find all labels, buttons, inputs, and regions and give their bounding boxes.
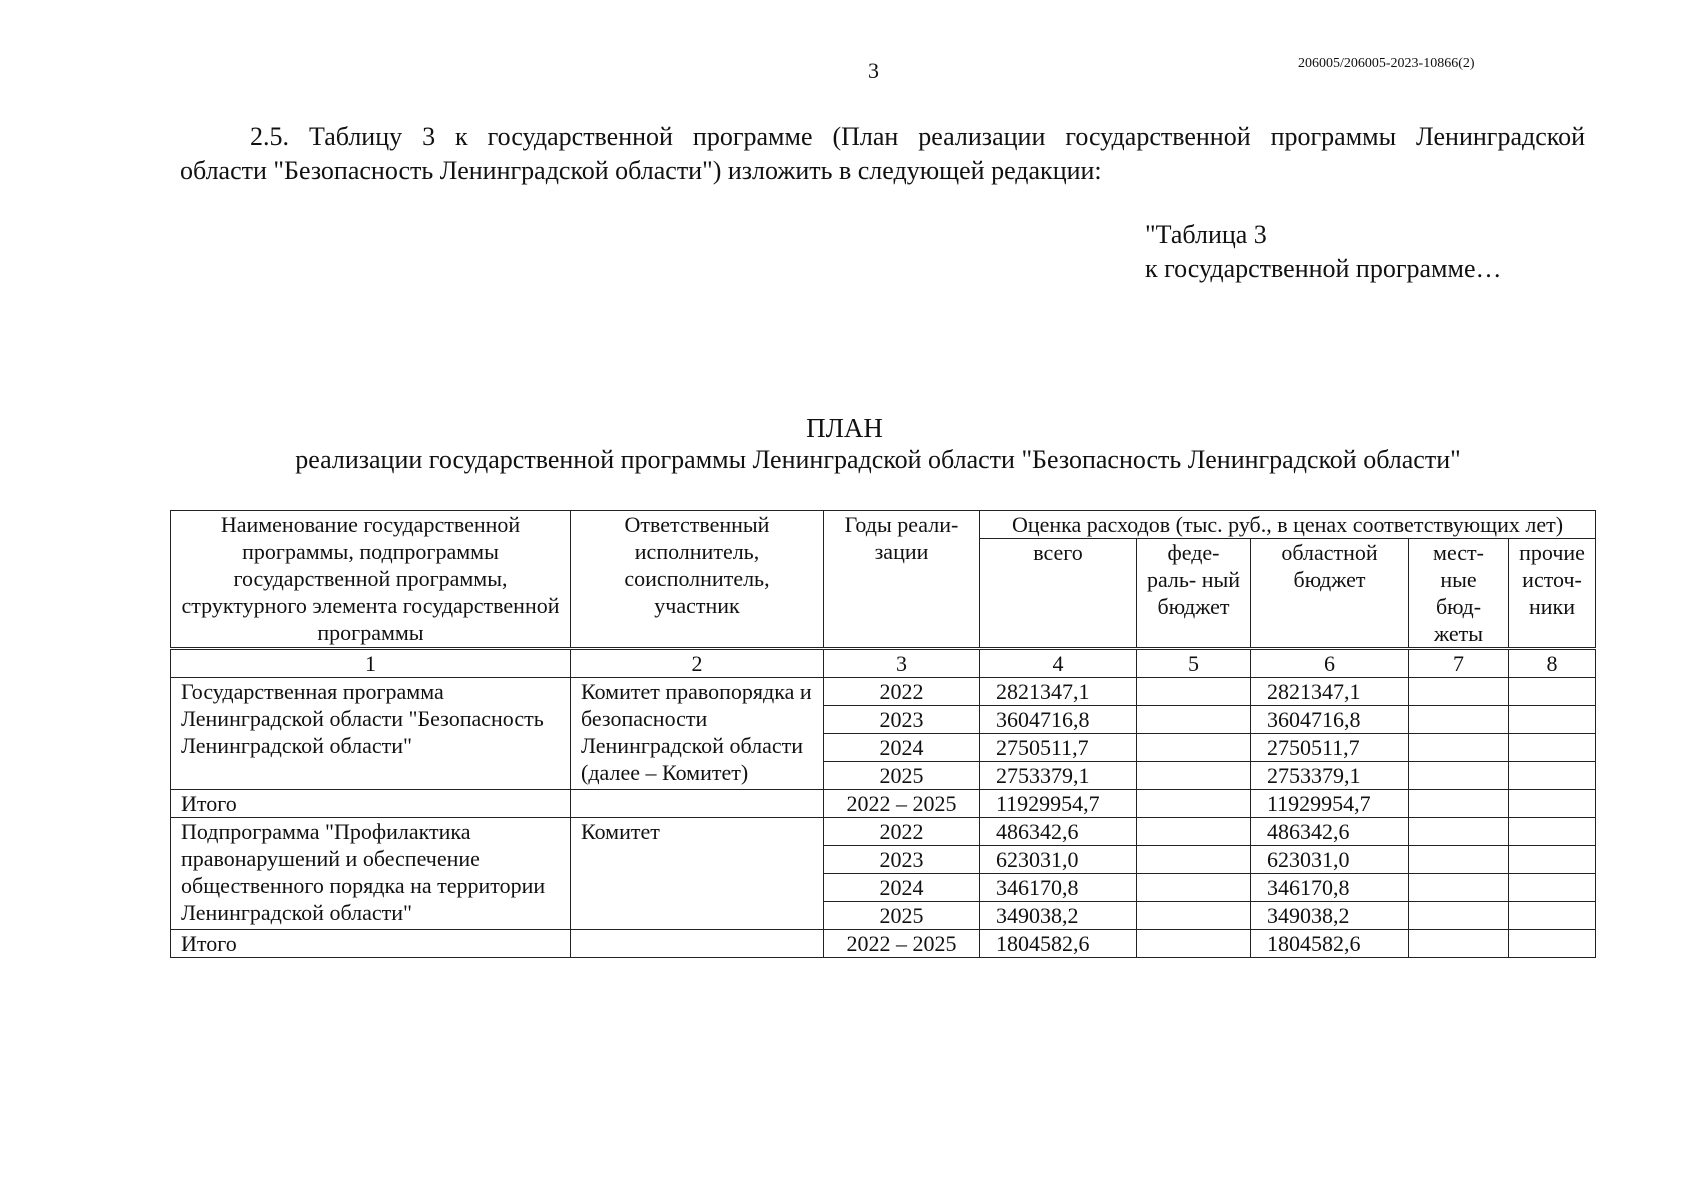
row-total: 349038,2 [980, 902, 1137, 930]
summary-years: 2022 – 2025 [824, 930, 980, 958]
row-regional: 2750511,7 [1251, 734, 1409, 762]
plan-table [170, 510, 1596, 958]
row-regional: 349038,2 [1251, 902, 1409, 930]
summary-label: Итого [171, 790, 571, 818]
column-number: 2 [571, 649, 824, 678]
document-id: 206005/206005-2023-10866(2) [1298, 56, 1475, 71]
intro-line-1: 2.5. Таблицу 3 к государственной программе (План реализации государственной программы Ленинградской [250, 122, 1585, 151]
row-total: 486342,6 [980, 818, 1137, 846]
row-total: 2750511,7 [980, 734, 1137, 762]
row-local [1409, 678, 1509, 706]
row-total: 346170,8 [980, 874, 1137, 902]
table-row [171, 678, 1596, 706]
row-other [1509, 734, 1596, 762]
row-federal [1137, 846, 1251, 874]
row-federal [1137, 818, 1251, 846]
header-other: прочие источ- ники [1509, 539, 1596, 649]
row-federal [1137, 734, 1251, 762]
row-year: 2025 [824, 902, 980, 930]
summary-federal [1137, 790, 1251, 818]
row-year: 2024 [824, 734, 980, 762]
column-number-row [171, 649, 1596, 678]
row-local [1409, 818, 1509, 846]
column-number: 6 [1251, 649, 1409, 678]
table-reference [1145, 218, 1502, 286]
summary-other [1509, 930, 1596, 958]
summary-executor [571, 930, 824, 958]
header-name: Наименование государственной программы, подпрограммы государственной программы, структурного элемента государственной программы [171, 511, 571, 649]
header-expenses: Оценка расходов (тыс. руб., в ценах соответствующих лет) [980, 511, 1596, 539]
row-total: 2753379,1 [980, 762, 1137, 790]
header-regional: областной бюджет [1251, 539, 1409, 649]
row-federal [1137, 706, 1251, 734]
summary-executor [571, 790, 824, 818]
plan-title: ПЛАН [806, 413, 883, 443]
row-regional: 2753379,1 [1251, 762, 1409, 790]
row-other [1509, 818, 1596, 846]
table-reference-line-1: "Таблица 3 [1145, 220, 1267, 249]
summary-row [171, 790, 1596, 818]
row-year: 2023 [824, 846, 980, 874]
summary-local [1409, 790, 1509, 818]
row-regional: 346170,8 [1251, 874, 1409, 902]
summary-regional: 1804582,6 [1251, 930, 1409, 958]
row-name: Подпрограмма "Профилактика правонарушений и обеспечение общественного порядка на территории Ленинградской области" [171, 818, 571, 930]
row-regional: 486342,6 [1251, 818, 1409, 846]
summary-label: Итого [171, 930, 571, 958]
row-other [1509, 846, 1596, 874]
row-federal [1137, 902, 1251, 930]
row-local [1409, 734, 1509, 762]
summary-federal [1137, 930, 1251, 958]
row-federal [1137, 678, 1251, 706]
row-regional: 623031,0 [1251, 846, 1409, 874]
header-federal: феде- раль- ный бюджет [1137, 539, 1251, 649]
row-other [1509, 762, 1596, 790]
row-other [1509, 902, 1596, 930]
summary-total: 11929954,7 [980, 790, 1137, 818]
row-local [1409, 706, 1509, 734]
header-row-1 [171, 511, 1596, 539]
intro-line-2: области "Безопасность Ленинградской области") изложить в следующей редакции: [180, 156, 1102, 185]
row-year: 2025 [824, 762, 980, 790]
header-total: всего [980, 539, 1137, 649]
row-other [1509, 678, 1596, 706]
row-regional: 2821347,1 [1251, 678, 1409, 706]
column-number: 8 [1509, 649, 1596, 678]
row-local [1409, 874, 1509, 902]
row-year: 2022 [824, 678, 980, 706]
header-local: мест- ные бюд- жеты [1409, 539, 1509, 649]
row-executor: Комитет правопорядка и безопасности Ленинградской области (далее – Комитет) [571, 678, 824, 790]
header-years: Годы реали- зации [824, 511, 980, 649]
row-year: 2024 [824, 874, 980, 902]
plan-subtitle: реализации государственной программы Ленинградской области "Безопасность Ленинградской области" [295, 445, 1461, 474]
row-regional: 3604716,8 [1251, 706, 1409, 734]
row-executor: Комитет [571, 818, 824, 930]
row-year: 2023 [824, 706, 980, 734]
summary-row [171, 930, 1596, 958]
row-local [1409, 846, 1509, 874]
summary-local [1409, 930, 1509, 958]
summary-regional: 11929954,7 [1251, 790, 1409, 818]
row-total: 623031,0 [980, 846, 1137, 874]
page-number: 3 [868, 58, 879, 83]
row-name: Государственная программа Ленинградской области "Безопасность Ленинградской области" [171, 678, 571, 790]
summary-total: 1804582,6 [980, 930, 1137, 958]
column-number: 4 [980, 649, 1137, 678]
row-federal [1137, 874, 1251, 902]
header-executor: Ответственный исполнитель, соисполнитель, участник [571, 511, 824, 649]
row-local [1409, 902, 1509, 930]
column-number: 7 [1409, 649, 1509, 678]
summary-years: 2022 – 2025 [824, 790, 980, 818]
row-total: 2821347,1 [980, 678, 1137, 706]
row-other [1509, 874, 1596, 902]
intro-paragraph [180, 120, 1585, 188]
table-row [171, 818, 1596, 846]
table-reference-line-2: к государственной программе… [1145, 254, 1502, 283]
column-number: 1 [171, 649, 571, 678]
row-federal [1137, 762, 1251, 790]
column-number: 3 [824, 649, 980, 678]
row-year: 2022 [824, 818, 980, 846]
row-total: 3604716,8 [980, 706, 1137, 734]
summary-other [1509, 790, 1596, 818]
row-other [1509, 706, 1596, 734]
row-local [1409, 762, 1509, 790]
column-number: 5 [1137, 649, 1251, 678]
